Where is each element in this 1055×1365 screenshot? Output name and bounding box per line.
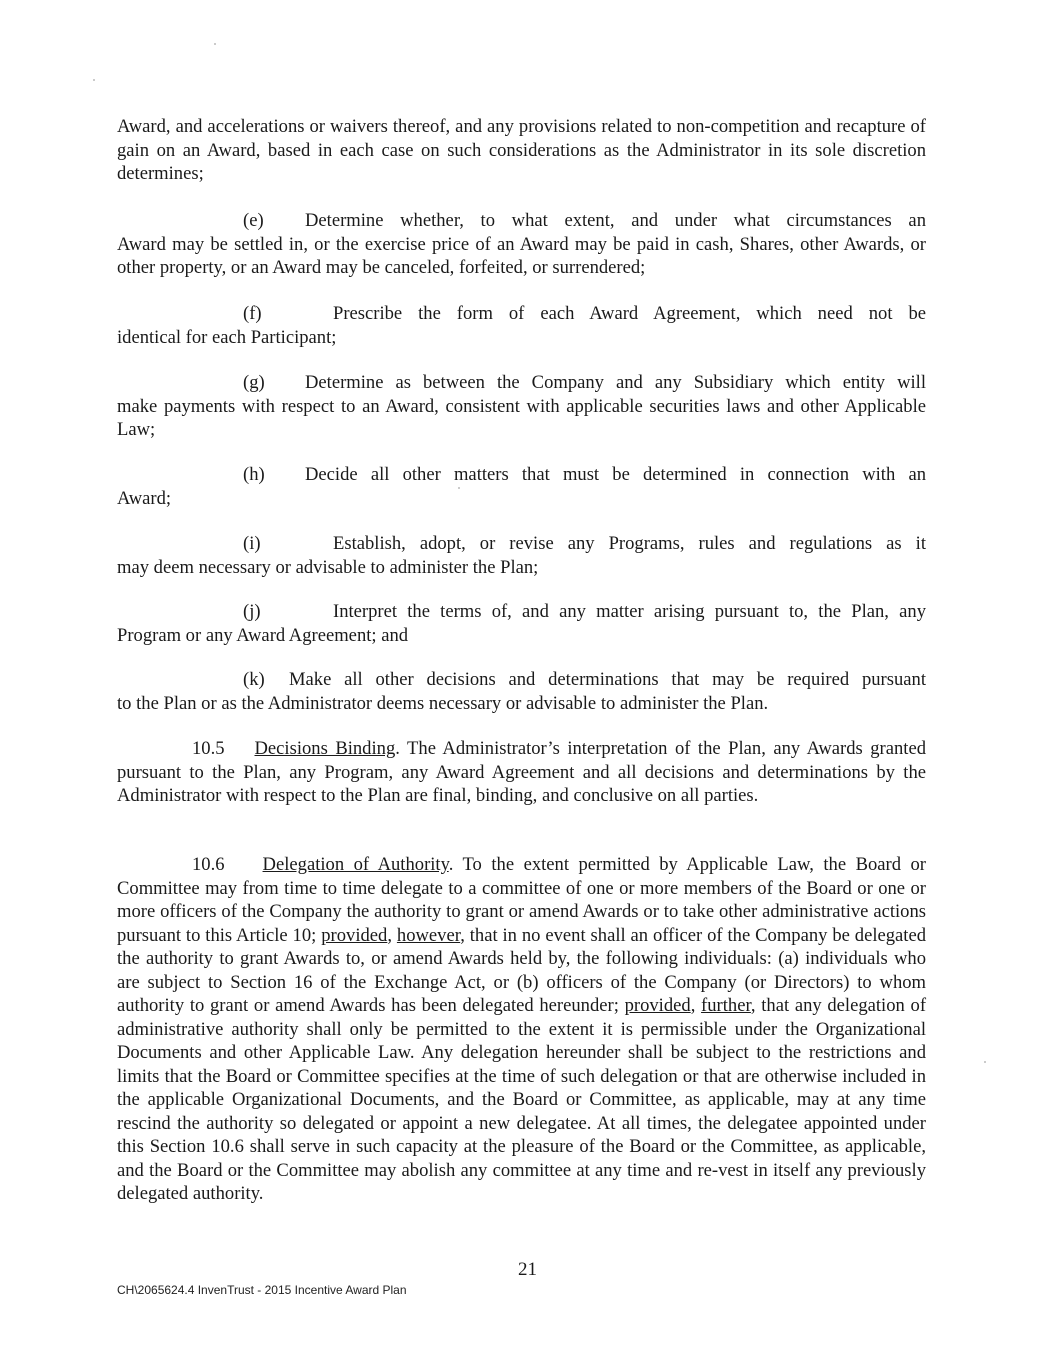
item-rest: identical for each Participant; <box>117 326 337 348</box>
however-term: however <box>396 924 461 946</box>
separator: , <box>690 995 702 1016</box>
scan-speck <box>984 1061 986 1063</box>
page-number: 21 <box>518 1259 537 1280</box>
item-label: (j) <box>243 601 261 622</box>
further-term: further <box>701 995 751 1016</box>
section-heading: Decisions Binding <box>254 738 396 759</box>
item-h <box>117 463 926 510</box>
scan-speck <box>93 79 95 81</box>
section-number: 10.5 <box>192 738 225 759</box>
document-footer-id: CH\2065624.4 InvenTrust - 2015 Incentive Award Plan <box>117 1283 407 1297</box>
item-rest: Award may be settled in, or the exercise price of an Award may be paid in cash, Shares, other Awards, or other property, or an Award may be canceled, forfeited, or surrendered; <box>117 233 926 278</box>
item-first-line: Determine as between the Company and any Subsidiary which entity will <box>305 372 926 393</box>
provided-term: provided <box>321 924 388 946</box>
item-first-line: Decide all other matters that must be determined in connection with an <box>305 464 926 485</box>
section-body-part2: , that in no event shall an officer of the Company be delegated the authority to grant Awards to, or amend Awards held by, the following individuals: (a) individuals who are subject to Section 16 of the Exchange Act, or (b) officers of the Company (or Directors) to whom authority to grant or amend Awards has been delegated hereunder; <box>117 924 927 1016</box>
item-e <box>117 209 926 280</box>
item-label: (g) <box>243 372 265 393</box>
provided-term: provided <box>624 995 691 1016</box>
scan-speck <box>214 43 216 45</box>
item-rest: to the Plan or as the Administrator deems necessary or advisable to administer the Plan. <box>117 692 769 714</box>
section-10-5 <box>117 737 926 808</box>
item-label: (i) <box>243 533 261 554</box>
scan-speck <box>458 487 460 489</box>
separator: , <box>387 924 397 946</box>
section-number: 10.6 <box>192 854 225 875</box>
item-k <box>117 668 926 715</box>
section-body: . The Administrator’s interpretation of the Plan, any Awards granted pursuant to the Plan, any Program, any Award Agreement and all decisions and determinations by the Administrator with respect to the Plan are final, binding, and conclusive on all parties. <box>117 738 927 806</box>
item-i <box>117 532 926 579</box>
item-label: (e) <box>243 210 264 231</box>
item-first-line: Prescribe the form of each Award Agreement, which need not be <box>333 303 926 324</box>
item-rest: make payments with respect to an Award, consistent with applicable securities laws and other Applicable Law; <box>117 395 926 440</box>
intro-paragraph: Award, and accelerations or waivers thereof, and any provisions related to non-competition and recapture of gain on an Award, based in each case on such considerations as the Administrator in its sole discretion determines; <box>117 116 926 184</box>
item-g <box>117 371 926 442</box>
item-first-line: Make all other decisions and determinations that may be required pursuant <box>289 669 926 690</box>
section-heading: Delegation of Authority <box>262 854 449 875</box>
item-rest: Program or any Award Agreement; and <box>117 624 409 646</box>
item-first-line: Establish, adopt, or revise any Programs, rules and regulations as it <box>333 533 926 554</box>
item-label: (f) <box>243 303 262 324</box>
item-j <box>117 600 926 647</box>
item-first-line: Determine whether, to what extent, and under what circumstances an <box>305 210 926 231</box>
item-first-line: Interpret the terms of, and any matter arising pursuant to, the Plan, any <box>333 601 926 622</box>
item-rest: Award; <box>117 487 172 509</box>
section-body-part3: , that any delegation of administrative authority shall only be permitted to the extent it is permissible under the Organizational Documents and other Applicable Law. Any delegation hereunder shall be subject to the restrictions and limits that the Board or Committee specifies at the time of such delegation or that are otherwise included in the applicable Organizational Documents, and the Board or Committee, as applicable, may at any time rescind the authority so delegated or appoint a new delegatee. At all times, the delegatee appointed under this Section 10.6 shall serve in such capacity at the pleasure of the Board or the Committee, as applicable, and the Board or the Committee may abolish any committee at any time and re-vest in itself any previously delegated authority. <box>117 995 927 1204</box>
item-label: (k) <box>243 669 265 690</box>
section-10-6 <box>117 853 926 1206</box>
item-f <box>117 302 926 349</box>
item-rest: may deem necessary or advisable to administer the Plan; <box>117 556 539 578</box>
item-label: (h) <box>243 464 265 485</box>
section-body-part1: . To the extent permitted by Applicable Law, the Board or Committee may from time to time delegate to a committee of one or more members of the Board or one or more officers of the Company the authority to grant or amend Awards or to take other administrative actions pursuant to this Article 10; <box>117 854 927 946</box>
